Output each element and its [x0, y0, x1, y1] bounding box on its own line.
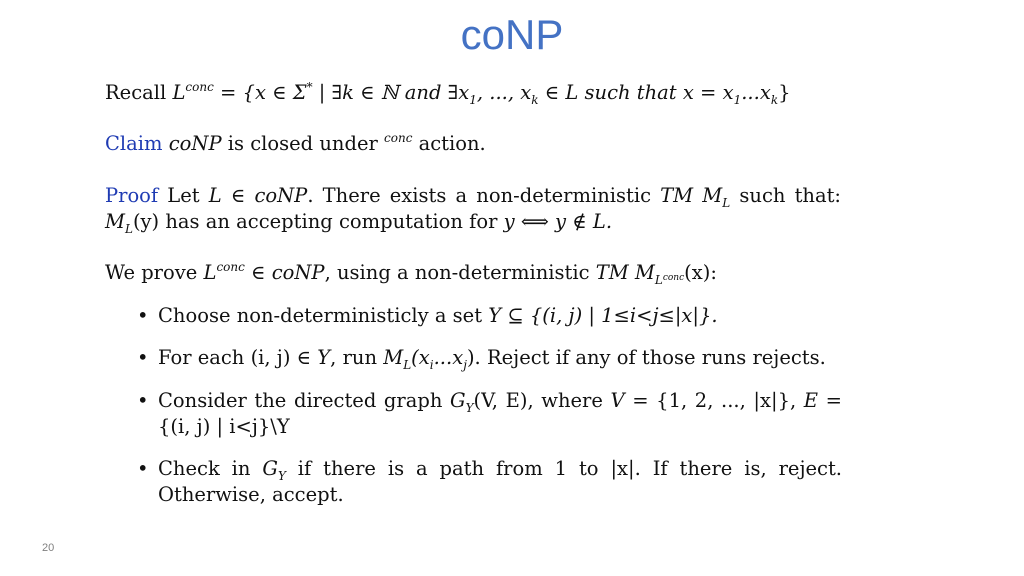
proof-text: Let	[158, 184, 209, 207]
math-V: V	[610, 389, 625, 412]
math-Y: Y	[317, 346, 331, 369]
math-G: G	[450, 389, 466, 412]
subscript: L	[654, 273, 663, 287]
bullet-text	[158, 303, 842, 329]
we-prove-text: ∈	[244, 261, 272, 284]
subscript: Y	[465, 401, 474, 415]
recall-label: Recall	[105, 81, 167, 104]
subscript: L	[403, 358, 412, 372]
conc-superscript: conc	[216, 260, 245, 274]
conc-superscript: conc	[662, 273, 685, 283]
subscript: L	[124, 222, 133, 236]
subscript: 1	[469, 93, 477, 107]
math-TM: TM	[595, 261, 629, 284]
bullet-dot: •	[137, 304, 149, 327]
star-superscript: *	[306, 80, 313, 94]
math-coNP: coNP	[254, 184, 308, 207]
math-text: | ∃k ∈ ℕ and ∃x	[312, 81, 470, 104]
math-coNP: coNP	[271, 261, 325, 284]
subscript: k	[531, 93, 539, 107]
we-prove-text: , using a non-deterministic	[324, 261, 596, 284]
proof-text: such that:	[730, 184, 841, 207]
subscript: 1	[733, 93, 742, 107]
subscript: L	[722, 196, 731, 210]
we-prove-line	[105, 260, 841, 286]
bullet-text-part: if there is a path from 1 to |x|. If there is, reject. Otherwise, accept.	[158, 457, 842, 506]
subscript: Y	[277, 469, 286, 483]
claim-label: Claim	[105, 132, 163, 155]
math-M: M	[383, 346, 404, 369]
bullet-text-part: Consider the directed graph	[158, 389, 451, 412]
bullet-text	[158, 456, 842, 508]
math-L: L	[208, 184, 222, 207]
bullet-text	[158, 388, 842, 440]
iff-symbol: ⟺	[514, 210, 556, 233]
bullet-text-part: ). Reject if any of those runs rejects.	[466, 346, 826, 369]
math-L: L	[172, 81, 186, 104]
math-G: G	[262, 457, 278, 480]
bullet-text-part: (x	[411, 346, 430, 369]
subscript: j	[463, 358, 467, 372]
subscript: k	[770, 93, 779, 107]
math-text: = {x ∈ Σ	[213, 81, 307, 104]
bullet-text-part: = {(i, j) | i<j}\Y	[158, 389, 842, 438]
proof-paragraph	[105, 183, 841, 235]
proof-text: ∈	[221, 184, 255, 207]
math-text: ...x	[741, 81, 771, 104]
math-M: M	[628, 261, 655, 284]
claim-text: is closed under	[221, 132, 385, 155]
we-prove-text: (x):	[684, 261, 717, 284]
proof-label: Proof	[105, 184, 159, 207]
bullet-text-part: Choose non-deterministicly a set	[158, 304, 489, 327]
bullet-dot: •	[137, 457, 149, 480]
bullet-text-part: , run	[330, 346, 384, 369]
math-text: , ..., x	[476, 81, 532, 104]
math-text: ∈ L such that x = x	[538, 81, 734, 104]
page-number: 20	[42, 542, 55, 554]
subscript	[655, 273, 684, 287]
bullet-text-part: = {1, 2, ..., |x|},	[624, 389, 804, 412]
math-y: y	[503, 210, 515, 233]
conc-superscript: conc	[185, 80, 214, 94]
math-L: L	[203, 261, 217, 284]
math-coNP: coNP	[168, 132, 222, 155]
subscript: i	[429, 358, 434, 372]
proof-text: . There exists a non-deterministic	[307, 184, 661, 207]
claim-statement	[105, 131, 841, 157]
math-E: E	[803, 389, 819, 412]
math-M: M	[693, 184, 723, 207]
proof-text: (y) has an accepting computation for	[132, 210, 504, 233]
math-M: M	[105, 210, 125, 233]
conc-superscript: conc	[384, 131, 413, 145]
bullet-dot: •	[137, 389, 149, 412]
bullet-text-part: (V, E), where	[473, 389, 611, 412]
we-prove-text: We prove	[105, 261, 204, 284]
bullet-text-part: For each (i, j) ∈	[158, 346, 318, 369]
bullet-text-part: ⊆ {(i, j) | 1≤i<j≤|x|}.	[501, 304, 718, 327]
bullet-text-part: ...x	[433, 346, 464, 369]
math-text: }	[778, 81, 791, 104]
math-TM: TM	[660, 184, 694, 207]
recall-definition	[105, 80, 841, 106]
bullet-text	[158, 345, 842, 371]
math-not-in: y ∉ L.	[555, 210, 613, 233]
bullet-text-part: Check in	[158, 457, 263, 480]
bullet-dot: •	[137, 346, 149, 369]
slide-title: coNP	[460, 11, 564, 58]
math-Y: Y	[488, 304, 502, 327]
claim-text: action.	[412, 132, 486, 155]
